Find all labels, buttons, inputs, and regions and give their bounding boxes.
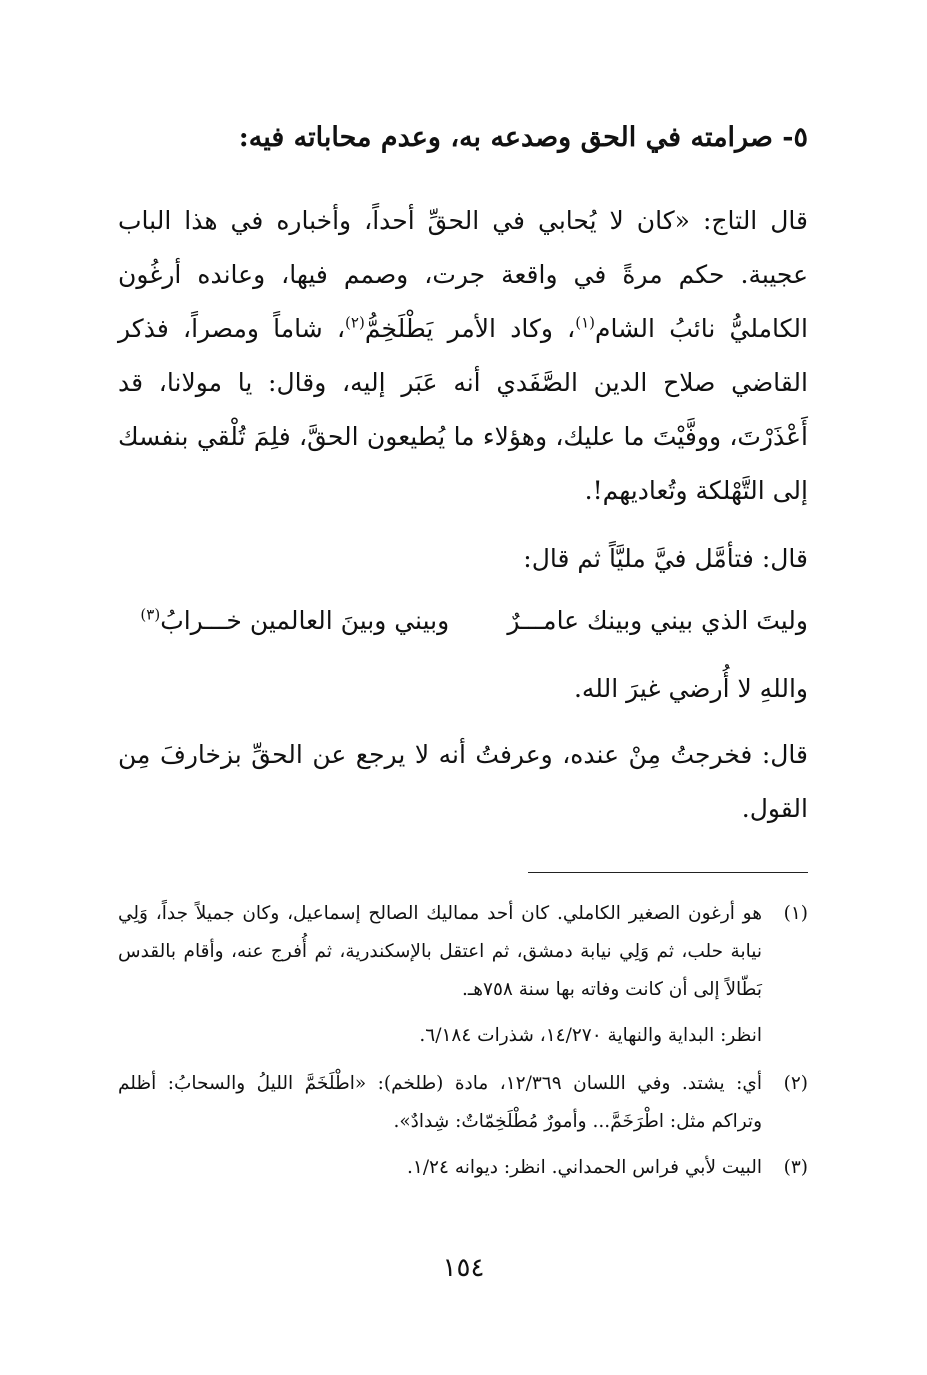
footnote-divider (528, 872, 808, 873)
footnote-3 (118, 1149, 808, 1187)
section-heading: ٥- صرامته في الحق وصدعه به، وعدم محاباته فيه: (238, 122, 808, 153)
footnote-text: هو أرغون الصغير الكاملي. كان أحد مماليك الصالح إسماعيل، وكان جميلاً جداً، وَلِي نيابة حلب، ثم وَلِي نيابة دمشق، ثم اعتقل بالإسكندرية، ثم أُفرج عنه، وأقام بالقدس بَطّالاً إلى أن كانت وفاته بها سنة ٧٥٨هـ. (118, 903, 762, 1000)
footnotes-section (118, 895, 808, 1187)
poem-verse (118, 594, 808, 648)
page-number: ١٥٤ (442, 1253, 485, 1283)
footnote-number: (٣) (783, 1157, 808, 1178)
footnote-number: (١) (783, 903, 808, 924)
closing-paragraph: قال: فخرجتُ مِنْ عنده، وعرفتُ أنه لا يرجع عن الحقِّ بزخارفَ مِن القول. (118, 740, 808, 823)
footnote-1-reference: انظر: البداية والنهاية ١٤/٢٧٠، شذرات ٦/١٨٤. (419, 1025, 762, 1046)
footnote-2 (118, 1065, 808, 1141)
verse-second-text: وبيني وبينَ العالمين خـــرابُ (160, 606, 450, 635)
footnote-1 (118, 895, 808, 1009)
paragraph-text-part-2: ، وكاد الأمر يَطْلَخِمُّ (364, 314, 576, 343)
footnote-text: أي: يشتد. وفي اللسان ١٢/٣٦٩، مادة (طلخم): «اطْلَخَمَّ الليلُ والسحابُ: أظلم وتراكم مثل: اطْرَخَمَّ... وأمورٌ مُطْلَخِمّاتٌ: شِدادٌ». (118, 1073, 762, 1132)
main-paragraph (118, 194, 808, 518)
footnote-marker-3: (٣) (140, 605, 161, 624)
intro-line: قال: فتأمَّل فيَّ مليَّاً ثم قال: (523, 544, 808, 573)
verse-second-hemistich (118, 594, 449, 648)
paragraph-text-part-1: قال التاج: «كان لا يُحابي في الحقِّ أحداً، وأخباره في هذا الباب عجيبة. حكم مرةً في واقعة جرت، وصمم فيها، وعانده أرغُون الكامليُّ نائبُ الشام (118, 206, 808, 343)
footnote-marker-1: (١) (575, 313, 595, 332)
oath-line: واللهِ لا أُرضي غيرَ الله. (573, 674, 808, 703)
footnote-number: (٢) (783, 1073, 808, 1094)
footnote-marker-2: (٢) (345, 313, 365, 332)
footnote-text: البيت لأبي فراس الحمداني. انظر: ديوانه ١/٢٤. (407, 1157, 762, 1178)
book-page (118, 118, 808, 1195)
verse-first-hemistich: وليتَ الذي بيني وبينك عامـــرٌ (507, 606, 808, 635)
paragraph-text-part-3: ، شاماً ومصراً، فذكر القاضي صلاح الدين الصَّفَدي أنه عَبَر إليه، وقال: يا مولانا، قد أَعْذَرْتَ، ووفَّيْتَ ما عليك، وهؤلاء ما يُطيعون الحقَّ، فلِمَ تُلْقي بنفسك إلى التَّهْلكة وتُعاديهم!. (118, 314, 808, 505)
